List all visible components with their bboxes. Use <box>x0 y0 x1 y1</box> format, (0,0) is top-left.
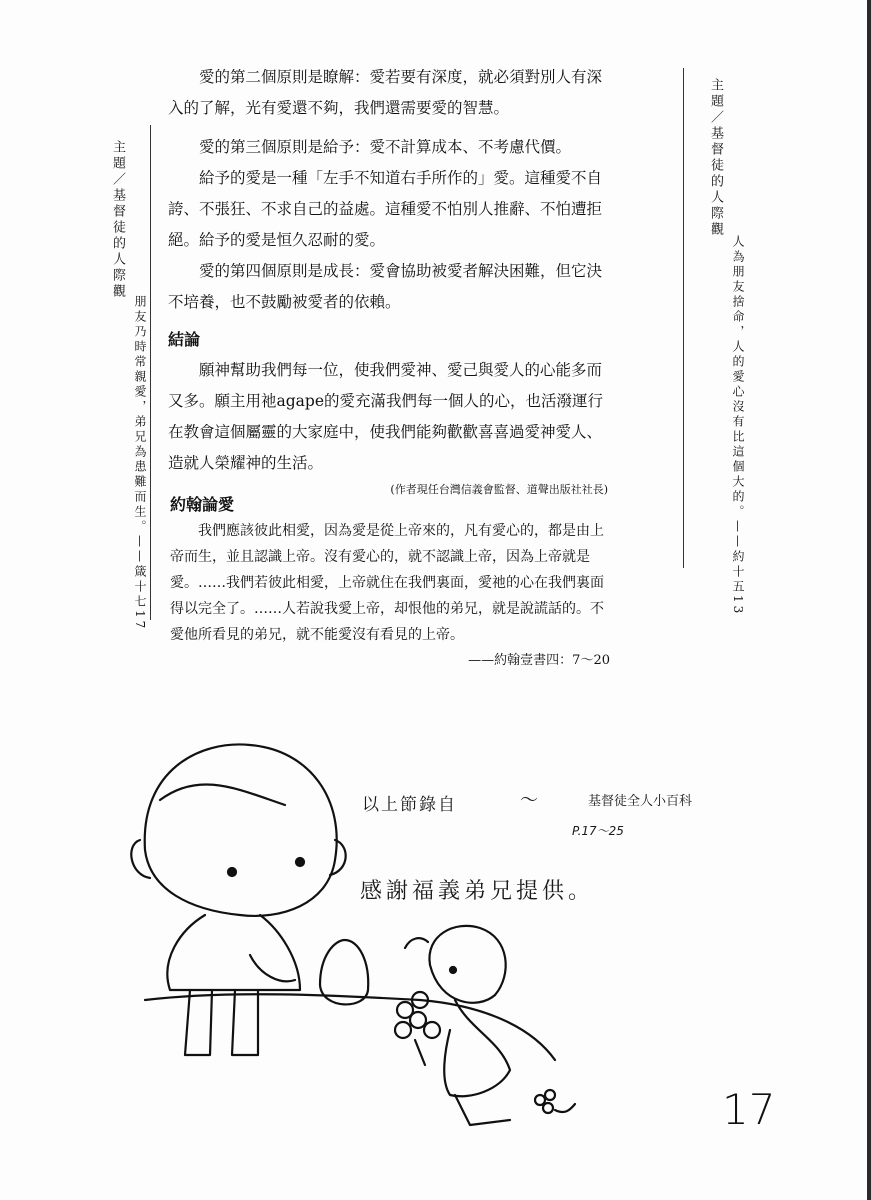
handwritten-source-prefix: 以上節錄自 <box>362 795 457 815</box>
small-flower <box>535 1090 575 1113</box>
left-sidebar-verse: 朋友乃時常親愛，弟兄為患難而生。——箴十七17 <box>133 295 147 632</box>
handwritten-tilde: ～ <box>520 790 538 811</box>
quote-reference: ——約翰壹書四：7～20 <box>468 653 610 668</box>
quote-heading: 約翰論愛 <box>170 495 235 514</box>
conclusion-heading: 結論 <box>168 330 201 349</box>
quote-text: 我們應該彼此相愛，因為愛是從上帝來的，凡有愛心的，都是由上帝而生，並且認識上帝。沒有愛心的，就不認識上帝，因為上帝就是愛。……我們若彼此相愛，上帝就住在我們裏面，愛祂的心在我們裏面得以完全了。……人若說我愛上帝，却恨他的弟兄，就是說謊話的。不愛他所看見的弟兄，就不能愛沒有看見的上帝。 <box>170 523 604 643</box>
girl-head <box>145 744 337 915</box>
principle-four-paragraph: 愛的第四個原則是成長：愛會協助被愛者解決困難，但它決不培養，也不鼓勵被愛者的依賴。 <box>168 262 603 311</box>
left-sidebar-title: 主題／基督徒的人際觀 <box>110 140 125 300</box>
girl-body <box>167 915 300 990</box>
book-title-stamp: 基督徒全人小百科 <box>588 794 693 809</box>
giving-love-paragraph: 給予的愛是一種「左手不知道右手所作的」愛。這種愛不自誇、不張狂、不求自己的益處。這種愛不怕別人推辭、不怕遭拒絕。給予的愛是恒久忍耐的愛。 <box>168 169 603 249</box>
boy-head <box>429 926 505 1003</box>
handwritten-thanks: 感謝福義弟兄提供。 <box>360 879 595 904</box>
author-credit: (作者現任台灣信義會監督、道聲出版社社長) <box>390 483 608 496</box>
principle-three-paragraph: 愛的第三個原則是給予：愛不計算成本、不考慮代價。 <box>199 138 572 156</box>
page-number: 17 <box>722 1085 776 1134</box>
flower-bouquet <box>395 992 440 1065</box>
right-sidebar-verse: 人為朋友捨命，人的愛心沒有比這個大的。——約十五13 <box>731 235 745 617</box>
boy-body <box>444 1000 510 1096</box>
principle-two-paragraph: 愛的第二個原則是瞭解：愛若要有深度，就必須對別人有深入的了解，光有愛還不夠，我們還需要愛的智慧。 <box>168 68 603 117</box>
conclusion-paragraph: 願神幫助我們每一位，使我們愛神、愛己與愛人的心能多而又多。願主用祂agape的愛充滿我們每一個人的心，也活潑運行在教會這個屬靈的大家庭中，使我們能夠歡歡喜喜過愛神愛人、造就人榮耀神的生活。 <box>168 361 604 472</box>
handwritten-page-range: P.17～25 <box>572 824 624 838</box>
right-sidebar-title: 主題／基督徒的人際觀 <box>708 78 723 238</box>
